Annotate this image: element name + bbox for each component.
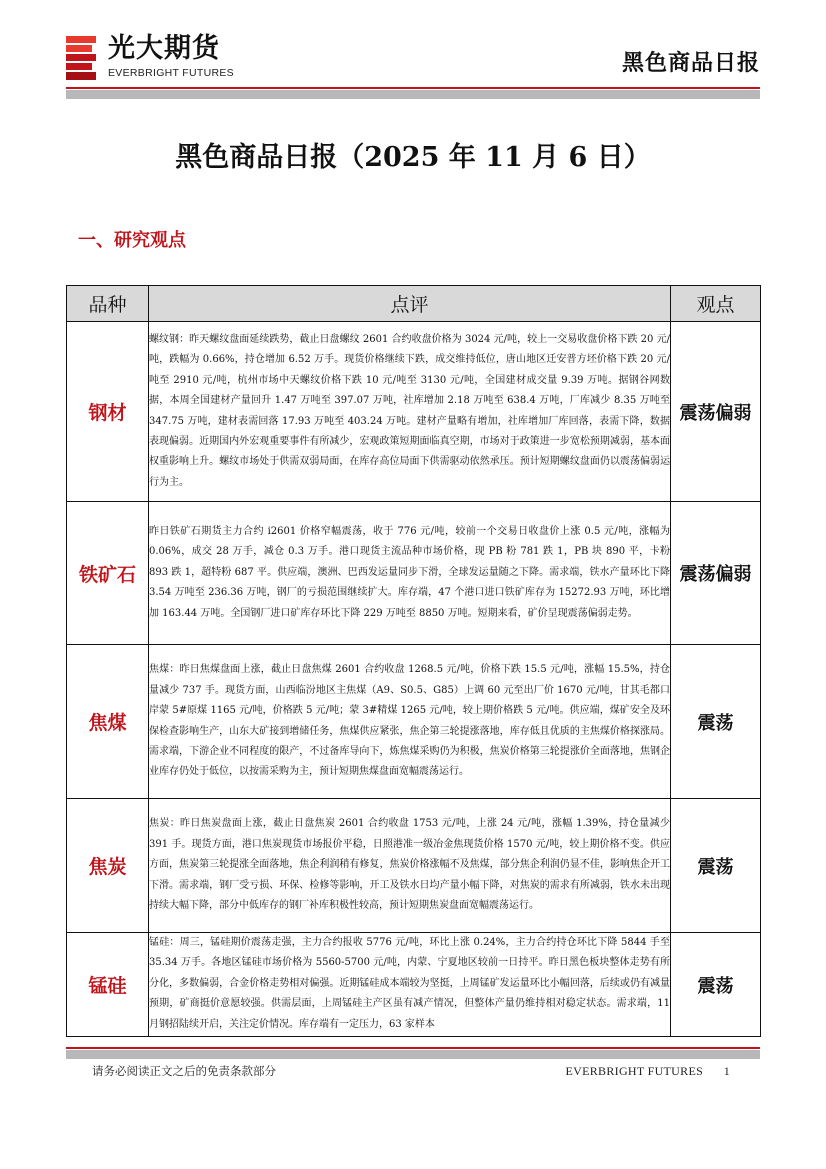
row-comment-cell: [149, 933, 671, 1037]
table-row: [67, 799, 761, 933]
page-header: [0, 0, 826, 100]
row-view: 震荡: [671, 933, 761, 1037]
table-row: [67, 645, 761, 799]
header-divider: [66, 87, 760, 99]
row-category: 焦炭: [67, 799, 149, 933]
header-comment: 点评: [149, 286, 671, 322]
section-heading: 一、研究观点: [78, 230, 186, 251]
row-comment: 螺纹钢：昨天螺纹盘面延续跌势，截止日盘螺纹 2601 合约收盘价格为 3024 元/吨，较上一交易收盘价格下跌 20 元/吨，跌幅为 0.66%，持仓增加 6.52 万手。现货价格继续下跌，成交维持低位，唐山地区迁安普方坯价格下跌 20 元/吨至 2910 元/吨，杭州市场中天螺纹价格下跌 10 元/吨至 3130 元/吨，全国建材成交量 9.39 万吨。据钢谷网数据，本周全国建材产量回升 1.47 万吨至 397.07 万吨，社库增加 2.18 万吨至 638.4 万吨，厂库减少 8.35 万吨至 347.75 万吨，建材表需回落 17.93 万吨至 403.24 万吨。建材产量略有增加，社库增加厂库回落，表需下降，数据表现偏弱。近期国内外宏观重要事件有所减少，宏观政策短期面临真空期，市场对于政策进一步宽松预期减弱，基本面权重影响上升。螺纹市场处于供需双弱局面，在库存高位局面下供需驱动依然承压。预计短期螺纹盘面仍以震荡偏弱运行为主。: [149, 322, 671, 502]
report-type-title: 黑色商品日报: [621, 51, 760, 76]
commodity-views-table: [66, 285, 761, 1037]
row-comment: 焦煤：昨日焦煤盘面上涨，截止日盘焦煤 2601 合约收盘 1268.5 元/吨，价格下跌 15.5 元/吨，涨幅 15.5%，持仓量减少 737 手。现货方面，山西临汾地区主焦煤（A9、S0.5、G85）上调 60 元至出厂价 1670 元/吨，甘其毛都口岸蒙 5#原煤 1165 元/吨，价格跌 5 元/吨；蒙 3#精煤 1265 元/吨，较上期价格跌 5 元/吨。供应端，煤矿安全及环保检查影响生产，山东大矿接到增储任务，焦煤供应紧张，焦企第三轮提涨落地，库存低且优质的主焦煤价格探涨局。需求端，下游企业不同程度的限产，不过备库导向下，炼焦煤采购仍为积极，焦炭价格第三轮提涨价全面落地，焦钢企业库存仍处于低位，以按需采购为主，预计短期焦煤盘面宽幅震荡运行。: [149, 645, 671, 799]
document-title: 黑色商品日报（2025 年 11 月 6 日）: [175, 142, 651, 173]
row-view: 震荡偏弱: [671, 322, 761, 502]
everbright-logo-icon: [66, 36, 96, 80]
row-view: 震荡偏弱: [671, 502, 761, 645]
row-comment: 焦炭：昨日焦炭盘面上涨，截止日盘焦炭 2601 合约收盘 1753 元/吨，上涨 24 元/吨，涨幅 1.39%，持仓量减少 391 手。现货方面，港口焦炭现货市场报价平稳，日照港准一级冶金焦现货价格 1570 元/吨，较上期价格不变。供应方面，焦炭第三轮提涨全面落地，焦企利润稍有修复，焦炭价格涨幅不及焦煤，部分焦企利润仍显不佳，影响焦企开工下滑。需求端，钢厂受亏损、环保、检修等影响，开工及铁水日均产量小幅下降，对焦炭的需求有所减弱，铁水未出现持续大幅下降，部分中低库存的钢厂补库积极性较高，预计短期焦炭盘面宽幅震荡运行。: [149, 799, 671, 933]
row-view: 震荡: [671, 799, 761, 933]
table-row: [67, 502, 761, 645]
row-category: 锰硅: [67, 933, 149, 1037]
footer-brand-page: [566, 1063, 730, 1079]
row-comment: 锰硅：周三，锰硅期价震荡走强，主力合约报收 5776 元/吨，环比上涨 0.24%，主力合约持仓环比下降 5844 手至 35.34 万手。各地区锰硅市场价格为 5560-5700 元/吨，内蒙、宁夏地区较前一日持平。昨日黑色板块整体走势有所分化，多数偏弱，合金价格走势相对偏强。近期锰硅成本端较为坚挺，上周锰矿发运量环比小幅回落，后续或仍有减量预期，矿商挺价意愿较强。供需层面，上周锰硅主产区虽有减产情况，但整体产量仍维持相对稳定状态。需求端，11 月钢招陆续开启，关注定价情况。库存端有一定压力，63 家样本: [149, 937, 670, 1030]
page-number: 1: [723, 1064, 730, 1078]
row-category: 铁矿石: [67, 502, 149, 645]
table-header-row: [67, 286, 761, 322]
footer-brand: EVERBRIGHT FUTURES: [565, 1064, 704, 1078]
footer-disclaimer: 请务必阅读正文之后的免责条款部分: [92, 1064, 276, 1078]
footer-divider: [66, 1047, 760, 1059]
table-row: [67, 933, 761, 1037]
row-category: 焦煤: [67, 645, 149, 799]
row-view: 震荡: [671, 645, 761, 799]
row-category: 钢材: [67, 322, 149, 502]
logo-chinese-name: 光大期货: [108, 33, 220, 64]
row-comment: 昨日铁矿石期货主力合约 i2601 价格窄幅震荡，收于 776 元/吨，较前一个交易日收盘价上涨 0.5 元/吨，涨幅为 0.06%，成交 28 万手，减仓 0.3 万手。港口现货主流品种市场价格，现 PB 粉 781 跌 1，PB 块 890 平，卡粉 893 跌 1，超特粉 687 平。供应端，澳洲、巴西发运量同步下滑，全球发运量随之下降。需求端，铁水产量环比下降 3.54 万吨至 236.36 万吨，钢厂的亏损范围继续扩大。库存端，47 个港口进口铁矿库存为 15272.93 万吨，环比增加 163.44 万吨。全国钢厂进口矿库存环比下降 229 万吨至 8850 万吨。短期来看，矿价呈现震荡偏弱走势。: [149, 502, 671, 645]
header-view: 观点: [671, 286, 761, 322]
logo-english-name: EVERBRIGHT FUTURES: [108, 67, 234, 79]
table-row: [67, 322, 761, 502]
header-category: 品种: [67, 286, 149, 322]
